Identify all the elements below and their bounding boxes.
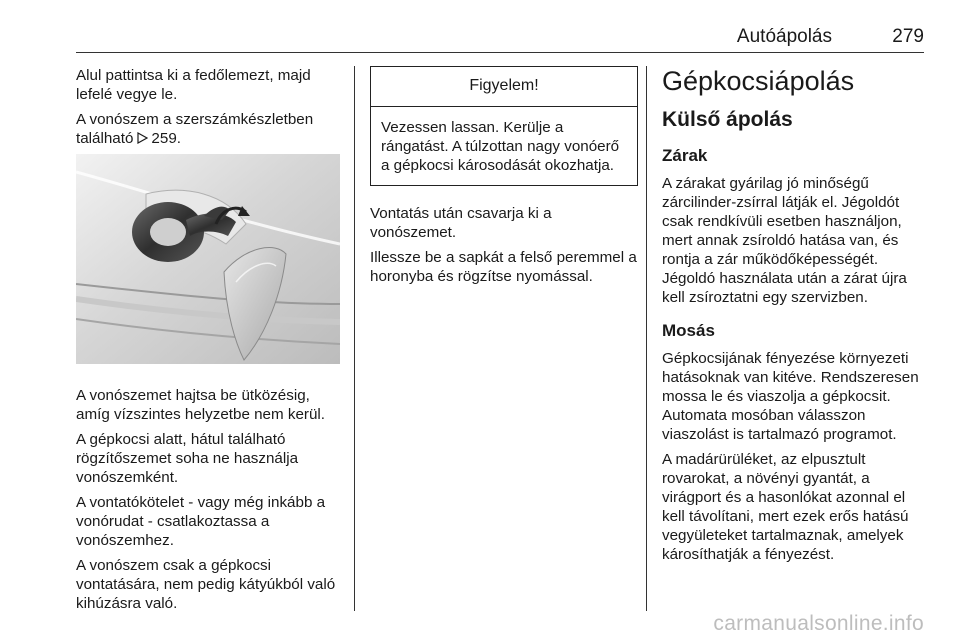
- chapter-title: Gépkocsiápolás: [662, 66, 855, 96]
- header-rule: [76, 52, 924, 53]
- warning-box: [370, 66, 638, 186]
- page-header: [76, 22, 924, 50]
- column-divider-right: [646, 66, 647, 611]
- paragraph: [76, 110, 344, 148]
- watermark: carmanualsonline.info: [713, 612, 924, 635]
- warning-title: Figyelem!: [371, 67, 637, 107]
- paragraph: A gépkocsi alatt, hátul található rögzítőszemet soha ne használja vonószemként.: [76, 431, 299, 486]
- paragraph: Gépkocsijának fényezése környezeti hatásoknak van kitéve. Rendszeresen mossa le és viaszolja a gépkocsit. Automata mosóban válasszon viaszolást is tartalmazó programot.: [662, 350, 919, 443]
- page-number: 279: [892, 26, 924, 47]
- column-divider-left: [354, 66, 355, 611]
- page-ref-number[interactable]: 259.: [151, 130, 181, 147]
- column-3: [662, 66, 927, 570]
- paragraph: Illessze be a sapkát a felső peremmel a horonyba és rögzítse nyomással.: [370, 249, 637, 285]
- section-heading: Külső ápolás: [662, 108, 793, 131]
- paragraph: Vontatás után csavarja ki a vonószemet.: [370, 205, 552, 241]
- paragraph: A vonószem csak a gépkocsi vontatására, nem pedig kátyúkból való kihúzásra való.: [76, 557, 336, 612]
- tow-eye-illustration: [76, 154, 340, 364]
- paragraph: Alul pattintsa ki a fedőlemezt, majd lefelé vegye le.: [76, 67, 311, 103]
- section-title: Autóápolás: [736, 26, 832, 47]
- warning-text: Vezessen lassan. Kerülje a rángatást. A túlzottan nagy vonóerő a gépkocsi károsodását okozhatja.: [381, 119, 620, 174]
- paragraph: A madárürüléket, az elpusztult rovarokat, a növényi gyantát, a virágport és a hasonlókat azonnal el kell távolítani, mert ezek erős hatású vegyületeket tartalmaznak, amelyek károsíthatják a fényezést.: [662, 451, 909, 563]
- tow-eye-photo: [76, 154, 340, 364]
- subsection-heading-washing: Mosás: [662, 321, 715, 340]
- paragraph-text: A vonószem a szerszámkészletben található: [76, 111, 314, 147]
- paragraph: A zárakat gyárilag jó minőségű zárcilinder-zsírral látják el. Jégoldót csak rendkívüli esetben használjon, mert annak zsíroldó hatása van, és rontja a zár működőképességét. Jégoldó használata után a zárat újra kell zsíroztatni egy szervizben.: [662, 175, 907, 306]
- paragraph: A vonószemet hajtsa be ütközésig, amíg vízszintes helyzetbe nem kerül.: [76, 387, 326, 423]
- column-2: [370, 66, 638, 292]
- subsection-heading-locks: Zárak: [662, 146, 708, 165]
- column-1: [76, 66, 344, 619]
- page-ref-icon[interactable]: [137, 132, 148, 144]
- paragraph: A vontatókötelet - vagy még inkább a vonórudat - csatlakoztassa a vonószemhez.: [76, 494, 326, 549]
